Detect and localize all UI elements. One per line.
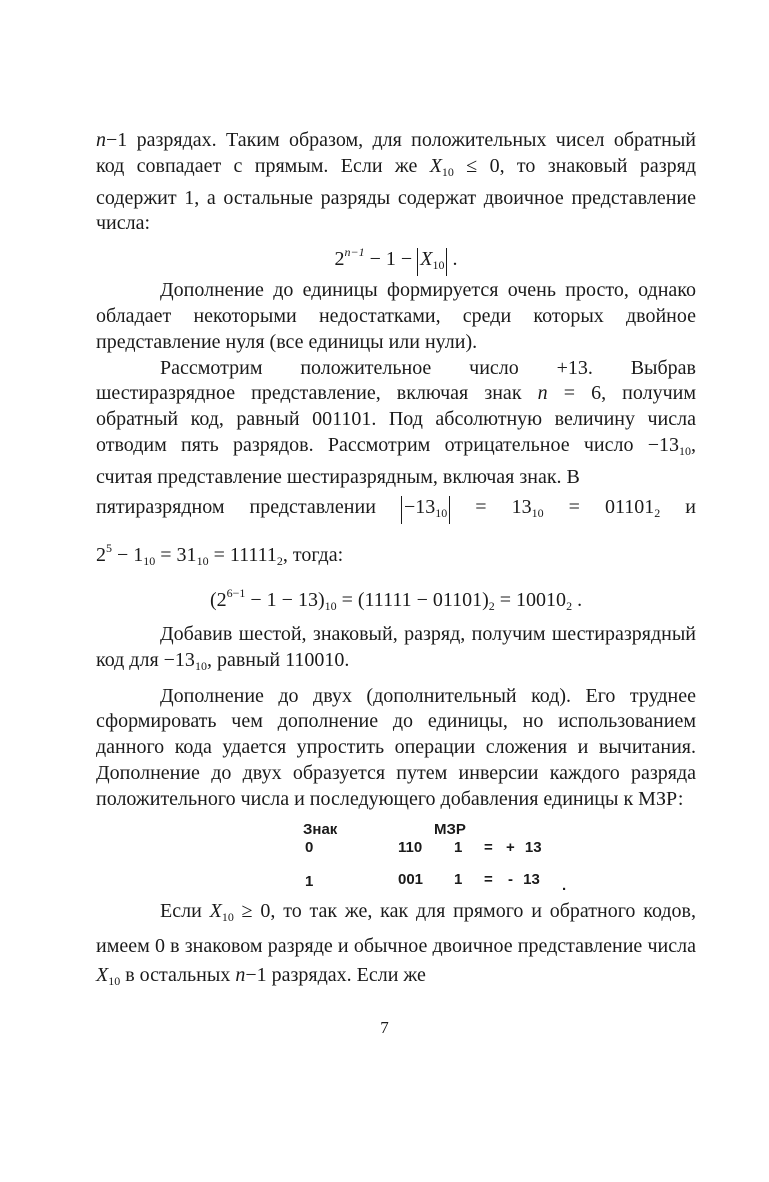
row1-bits: 110 [398,838,423,856]
header-sign: Знак [303,820,338,838]
paragraph-4: Добавив шестой, знаковый, разряд, получим шестиразрядный код для $-13_{10}$, равный 110010. [96,622,696,673]
paragraph-3: Рассмотрим положительное число +13. Выбрав шестиразрядное представление, включая знак n = 6, получим обратный код, равный 001101. Под абсолютную величину числа отводим пять разрядов. Рассмотрим отрицательное число $-13_{10}$, считая представление шестиразрядным, включая знак. В [96,356,696,488]
twos-complement-table [96,817,696,894]
paragraph-5: Дополнение до двух (дополнительный код). Его труднее сформировать чем дополнение до единицы, но использованием данного кода удается упростить операции сложения и вычитания. Дополнение до двух образуется путем инверсии каждого разряда положительного числа и последующего добавления единицы к МЗР: [96,684,696,810]
page-number: 7 [380,1018,389,1037]
paragraph-6: Если $X_{10} \ge 0$, то так же, как для прямого и обратного кодов, имеем 0 в знаковом разряде и обычное двоичное представление числа $X_{10}$ в остальных n−1 разрядах. Если же [96,899,696,988]
formula-calculation: $(2^{6-1} - 1 - 13)_{10} = (11111 - 01101)_2 = 10010_2$ . [209,586,583,614]
row1-sign: 0 [305,838,314,856]
header-lsb: МЗР [434,820,466,838]
var-n: n [96,129,106,151]
paragraph-2: Дополнение до единицы формируется очень просто, однако обладает некоторыми недостатками, среди которых двойное представление нуля (все единицы или нули). [96,279,696,353]
row2-lsb: 1 [454,870,463,888]
page-content [96,128,696,996]
row2-bits: 001 [398,870,424,888]
paragraph-1: n−1 разрядах. Таким образом, для положительных чисел обратный код совпадает с прямым. Если же $X_{10} \le 0$, то знаковый разряд содержит 1, а остальные разряды содержат двоичное представление числа: [96,129,697,235]
row2-value: - 13 [508,870,540,888]
row1-value: + 13 [506,838,542,856]
paragraph-3-continued: пятиразрядном представлении $-13_{10} = 13_{10} = 01101_2$ и [96,495,696,527]
paragraph-3-equation-line: $2^5 - 1_{10} = 31_{10} = 11111_2$, тогда: [96,541,344,569]
table-period: . [562,876,567,894]
formula-inverse: $2^{n-1} - 1 - X_{10}$ . [96,240,696,276]
var-x: X [429,154,442,177]
row1-lsb: 1 [454,838,463,856]
row2-sign: 1 [305,872,314,890]
row1-equals: = [484,838,493,856]
abs-value: $X_{10}$ [417,248,447,276]
row2-equals: = [484,870,493,888]
